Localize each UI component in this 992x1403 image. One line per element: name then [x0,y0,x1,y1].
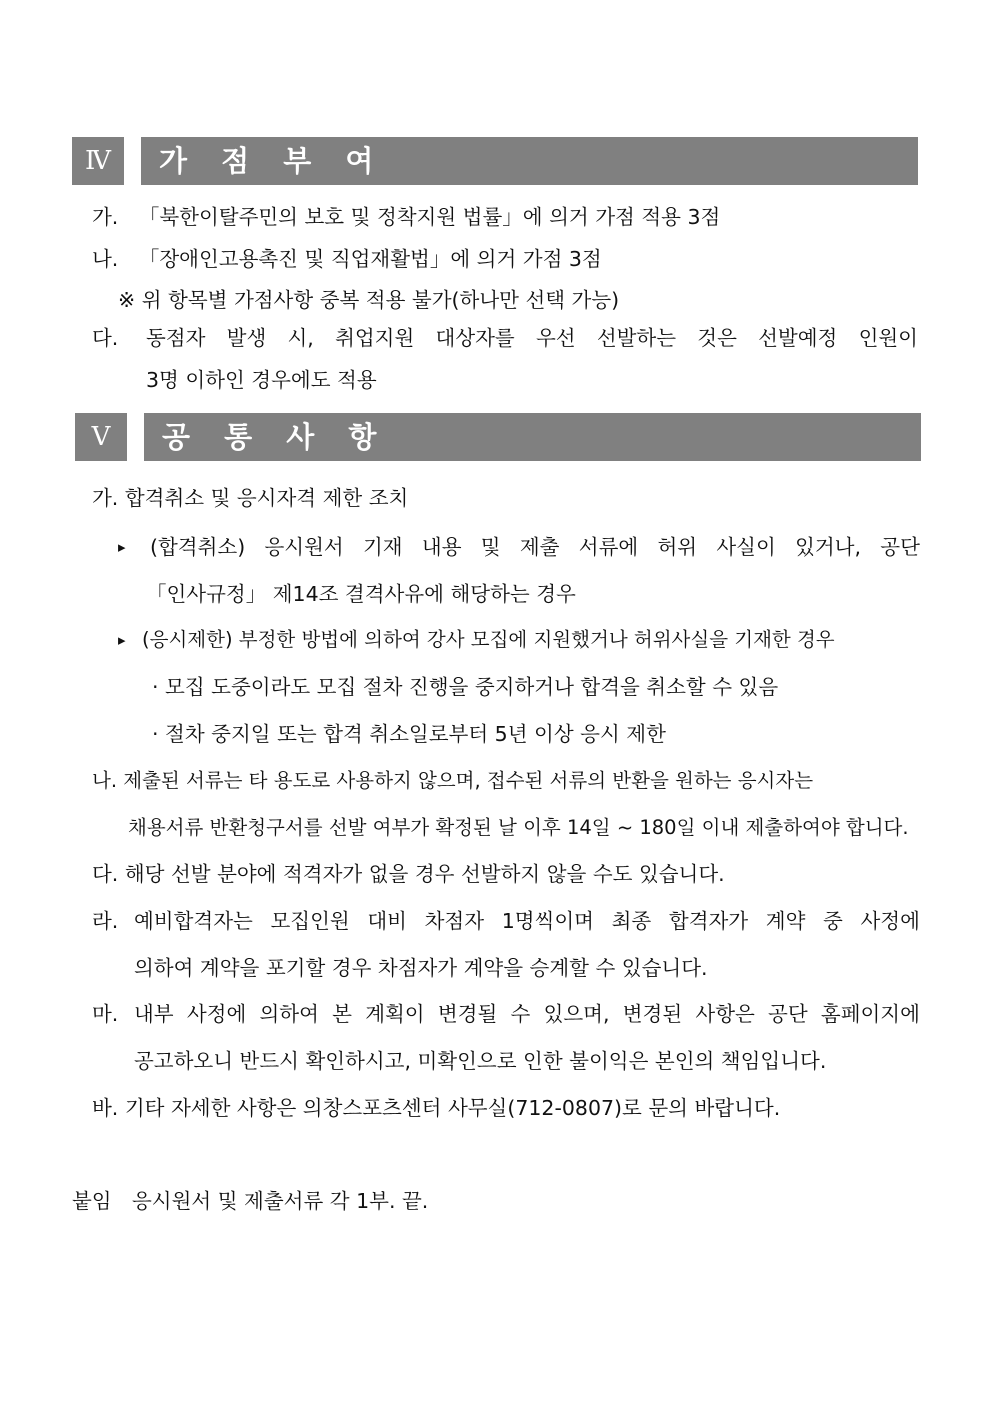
word: 합격자가 [668,909,749,933]
word: 홈페이지에 [820,1002,920,1026]
word: 사항은 [695,1002,755,1026]
word: 선발하는 [596,326,677,350]
section-5-item-da: 다. 해당 선발 분야에 적격자가 없을 경우 선발하지 않을 수도 있습니다. [92,862,725,886]
bullet-marker: ▸ [118,631,126,649]
section-4-item-ga [92,203,720,231]
word: 의하여 [259,1002,319,1026]
section-4-item-da-line2: 3명 이하인 경우에도 적용 [146,368,377,392]
section-5-item-ra-line1 [134,907,920,935]
word: 제출 [519,535,560,559]
section-5-item-na-line2: 채용서류 반환청구서를 선발 여부가 확정된 날 이후 14일 ~ 180일 이내 제출하여야 합니다. [128,816,909,839]
bullet-marker: ▸ [118,538,126,556]
section-4-item-da-line1 [146,324,918,352]
word: 예비합격자는 [134,909,253,933]
word: 계획이 [365,1002,425,1026]
word: 중 [823,909,843,933]
section-4-numeral: Ⅳ [72,137,124,185]
section-5-bullet-1-line2: 「인사규정」 제14조 결격사유에 해당하는 경우 [146,582,576,606]
item-text: 「북한이탈주민의 보호 및 정착지원 법률」에 의거 가점 적용 3점 [138,205,721,229]
word: 사정에 [186,1002,247,1026]
section-4-title-bar [141,137,918,185]
section-5-title-bar [144,413,921,461]
word: 우선 [535,326,576,350]
word: 내용 [421,535,462,559]
word: 선발예정 [758,326,838,350]
word: 동점자 [146,326,206,350]
word: 1명씩이며 [501,909,594,933]
attachment-label: 붙임 [72,1189,112,1213]
section-5-title: 공 통 사 항 [162,420,389,454]
word: 사정에 [860,909,920,933]
attachment-text: 응시원서 및 제출서류 각 1부. 끝. [132,1189,429,1213]
word: 있으며, [543,1002,610,1026]
word: 본 [332,1002,352,1026]
item-text: 「장애인고용촉진 및 직업재활법」에 의거 가점 3점 [138,247,602,271]
section-5-item-ra-line2: 의하여 계약을 포기할 경우 차점자가 계약을 승계할 수 있습니다. [134,956,708,980]
section-4-item-na [92,245,602,273]
word: 발생 [226,326,267,350]
word: 대상자를 [435,326,515,350]
section-5-bullet-2: (응시제한) 부정한 방법에 의하여 강사 모집에 지원했거나 허위사실을 기재한 경우 [142,628,835,651]
word: 것은 [697,326,737,350]
word: 시, [287,326,314,350]
word: 내부 [134,1002,174,1026]
section-5-item-ba: 바. 기타 자세한 사항은 의창스포츠센터 사무실(712-0807)로 문의 바랍니다. [92,1096,781,1120]
section-5-item-ra-marker: 라. [92,909,119,933]
word: 인원이 [858,326,918,350]
word: 취업지원 [335,326,415,350]
word: 응시원서 [264,535,344,559]
word: 대비 [367,909,407,933]
section-4-title: 가 점 부 여 [159,144,386,178]
section-5-item-ma-marker: 마. [92,1002,119,1026]
word: (합격취소) [150,535,246,559]
word: 사실이 [716,535,776,559]
word: 변경된 [622,1002,683,1026]
word: 변경될 [437,1002,498,1026]
word: 기재 [363,535,403,559]
word: 최종 [611,909,652,933]
word: 공단 [768,1002,808,1026]
word: 및 [480,535,501,559]
section-5-sub-1: · 모집 도중이라도 모집 절차 진행을 중지하거나 합격을 취소할 수 있음 [152,675,779,699]
section-5-header [75,413,921,461]
section-4-note: ※ 위 항목별 가점사항 중복 적용 불가(하나만 선택 가능) [118,288,620,312]
word: 허위 [657,535,698,559]
section-4-header [72,137,918,185]
word: 계약 [765,909,806,933]
word: 차점자 [424,909,485,933]
section-5-item-ma-line2: 공고하오니 반드시 확인하시고, 미확인으로 인한 불이익은 본인의 책임입니다. [134,1049,827,1073]
section-5-item-ga: 가. 합격취소 및 응시자격 제한 조치 [92,486,409,510]
section-5-bullet-1-line1 [150,533,920,561]
section-5-sub-2: · 절차 중지일 또는 합격 취소일로부터 5년 이상 응시 제한 [152,722,666,746]
word: 있거나, [795,535,861,559]
section-5-numeral: Ⅴ [75,413,127,461]
word: 수 [510,1002,531,1026]
section-5-item-na-line1: 나. 제출된 서류는 타 용도로 사용하지 않으며, 접수된 서류의 반환을 원하는 응시자는 [92,769,814,792]
word: 서류에 [578,535,639,559]
section-5-item-ma-line1 [134,1000,920,1028]
section-4-item-da-marker: 다. [92,326,119,350]
word: 모집인원 [270,909,350,933]
item-marker: 가. [92,205,119,229]
item-marker: 나. [92,247,119,271]
word: 공단 [880,535,920,559]
